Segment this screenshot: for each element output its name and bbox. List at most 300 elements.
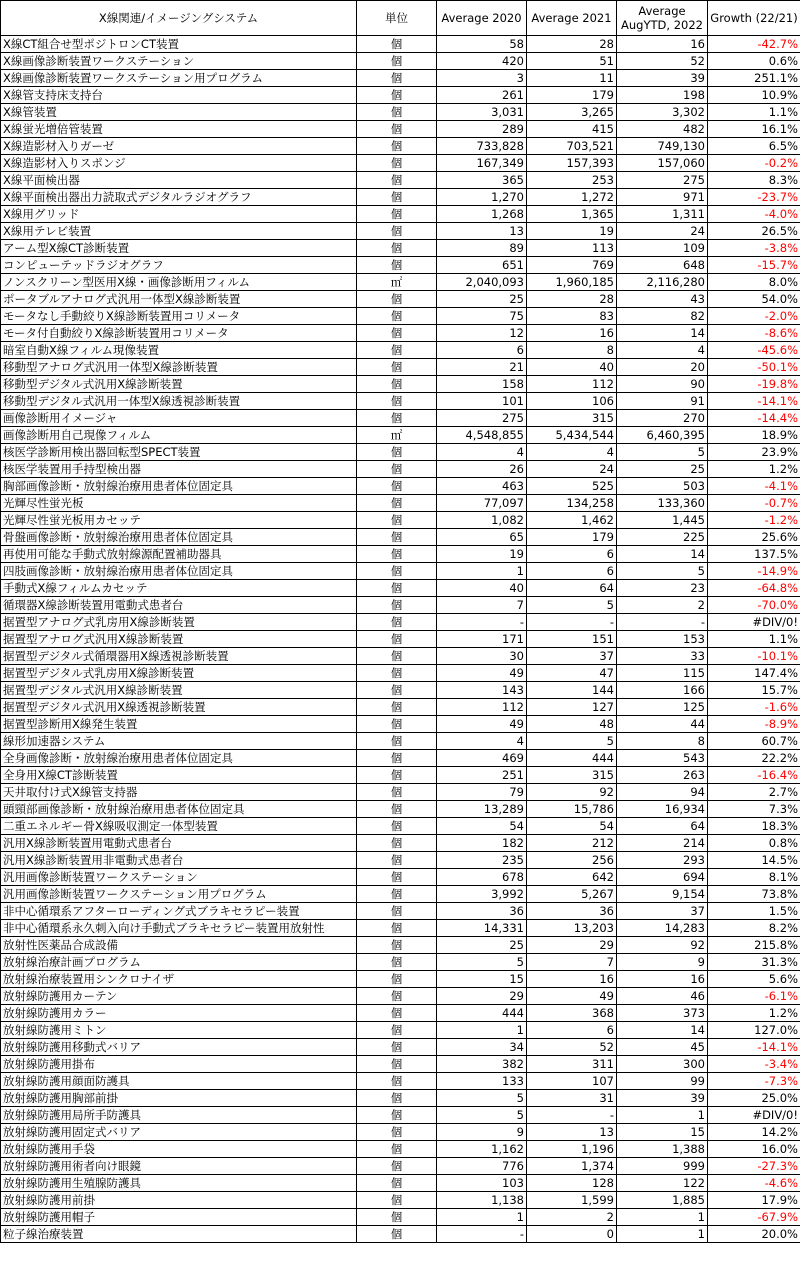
table-row: [1, 189, 800, 206]
cell-unit: 個: [357, 240, 437, 257]
cell-unit: 個: [357, 920, 437, 937]
cell-avg-2021: 315: [527, 410, 617, 427]
cell-name: 放射線防護用移動式バリア: [1, 1039, 357, 1056]
cell-avg-2022: 3,302: [617, 104, 708, 121]
cell-avg-2022: 166: [617, 682, 708, 699]
cell-avg-2020: 103: [437, 1175, 527, 1192]
table-body: [1, 36, 800, 1243]
cell-avg-2022: 94: [617, 784, 708, 801]
cell-growth: -14.4%: [708, 410, 800, 427]
cell-growth: -8.9%: [708, 716, 800, 733]
cell-avg-2020: 65: [437, 529, 527, 546]
cell-avg-2022: 373: [617, 1005, 708, 1022]
cell-unit: 個: [357, 801, 437, 818]
cell-unit: 個: [357, 189, 437, 206]
cell-unit: 個: [357, 495, 437, 512]
cell-avg-2021: 37: [527, 648, 617, 665]
cell-avg-2020: 1: [437, 1022, 527, 1039]
cell-name: 核医学装置用手持型検出器: [1, 461, 357, 478]
table-row: [1, 682, 800, 699]
cell-growth: 6.5%: [708, 138, 800, 155]
table-row: [1, 155, 800, 172]
cell-unit: 個: [357, 1073, 437, 1090]
cell-growth: 14.5%: [708, 852, 800, 869]
cell-name: ノンスクリーン型医用X線・画像診断用フィルム: [1, 274, 357, 291]
table-row: [1, 1192, 800, 1209]
cell-avg-2021: 47: [527, 665, 617, 682]
cell-unit: 個: [357, 597, 437, 614]
cell-avg-2020: 19: [437, 546, 527, 563]
cell-unit: 個: [357, 1124, 437, 1141]
cell-avg-2020: 143: [437, 682, 527, 699]
cell-growth: 20.0%: [708, 1226, 800, 1243]
header-avg-2022: Average AugYTD, 2022: [617, 1, 708, 36]
cell-unit: 個: [357, 478, 437, 495]
cell-growth: -42.7%: [708, 36, 800, 53]
table-row: [1, 1141, 800, 1158]
cell-avg-2021: 48: [527, 716, 617, 733]
cell-unit: 個: [357, 716, 437, 733]
cell-name: X線用テレビ装置: [1, 223, 357, 240]
cell-unit: 個: [357, 546, 437, 563]
table-row: [1, 988, 800, 1005]
table-row: [1, 104, 800, 121]
cell-unit: 個: [357, 971, 437, 988]
cell-avg-2020: 9: [437, 1124, 527, 1141]
table-row: [1, 784, 800, 801]
cell-growth: 60.7%: [708, 733, 800, 750]
table-row: [1, 359, 800, 376]
cell-avg-2020: 4: [437, 733, 527, 750]
cell-name: 光輝尽性蛍光板用カセッテ: [1, 512, 357, 529]
table-row: [1, 699, 800, 716]
cell-growth: 5.6%: [708, 971, 800, 988]
table-row: [1, 121, 800, 138]
cell-avg-2021: 92: [527, 784, 617, 801]
cell-name: 骨盤画像診断・放射線治療用患者体位固定具: [1, 529, 357, 546]
table-row: [1, 869, 800, 886]
cell-name: 据置型デジタル式乳房用X線診断装置: [1, 665, 357, 682]
cell-name: 移動型アナログ式汎用一体型X線診断装置: [1, 359, 357, 376]
cell-growth: -19.8%: [708, 376, 800, 393]
cell-name: 汎用画像診断装置ワークステーション: [1, 869, 357, 886]
cell-name: 放射線防護用胸部前掛: [1, 1090, 357, 1107]
cell-avg-2020: 733,828: [437, 138, 527, 155]
cell-unit: 個: [357, 138, 437, 155]
cell-growth: 8.1%: [708, 869, 800, 886]
cell-unit: 個: [357, 36, 437, 53]
cell-growth: 0.8%: [708, 835, 800, 852]
cell-unit: 個: [357, 172, 437, 189]
table-row: [1, 1175, 800, 1192]
cell-avg-2021: -: [527, 1107, 617, 1124]
cell-growth: 1.1%: [708, 631, 800, 648]
cell-name: 汎用画像診断装置ワークステーション用プログラム: [1, 886, 357, 903]
cell-name: X線平面検出器: [1, 172, 357, 189]
cell-avg-2022: 2: [617, 597, 708, 614]
cell-avg-2021: 525: [527, 478, 617, 495]
cell-avg-2021: 106: [527, 393, 617, 410]
table-row: [1, 257, 800, 274]
cell-avg-2021: 642: [527, 869, 617, 886]
cell-avg-2021: 24: [527, 461, 617, 478]
table-row: [1, 920, 800, 937]
cell-unit: 個: [357, 1056, 437, 1073]
cell-avg-2022: 198: [617, 87, 708, 104]
table-row: [1, 87, 800, 104]
cell-unit: 個: [357, 53, 437, 70]
cell-avg-2022: 157,060: [617, 155, 708, 172]
cell-avg-2020: 171: [437, 631, 527, 648]
cell-name: 光輝尽性蛍光板: [1, 495, 357, 512]
cell-avg-2021: 7: [527, 954, 617, 971]
cell-growth: 16.1%: [708, 121, 800, 138]
cell-growth: 16.0%: [708, 1141, 800, 1158]
cell-avg-2022: 1,311: [617, 206, 708, 223]
cell-avg-2022: 20: [617, 359, 708, 376]
cell-avg-2022: 64: [617, 818, 708, 835]
cell-avg-2021: 11: [527, 70, 617, 87]
table-row: [1, 1022, 800, 1039]
table-row: [1, 461, 800, 478]
cell-avg-2021: 6: [527, 1022, 617, 1039]
cell-unit: 個: [357, 903, 437, 920]
cell-name: 放射線防護用カラー: [1, 1005, 357, 1022]
cell-avg-2021: 16: [527, 325, 617, 342]
cell-growth: 127.0%: [708, 1022, 800, 1039]
cell-avg-2022: 14: [617, 1022, 708, 1039]
cell-growth: -50.1%: [708, 359, 800, 376]
cell-avg-2020: 251: [437, 767, 527, 784]
cell-avg-2020: 463: [437, 478, 527, 495]
table-row: [1, 325, 800, 342]
cell-avg-2020: 36: [437, 903, 527, 920]
table-row: [1, 495, 800, 512]
cell-name: 手動式X線フィルムカセッテ: [1, 580, 357, 597]
cell-unit: 個: [357, 104, 437, 121]
table-row: [1, 971, 800, 988]
cell-avg-2021: 83: [527, 308, 617, 325]
cell-growth: 8.3%: [708, 172, 800, 189]
table-row: [1, 563, 800, 580]
cell-avg-2020: 4: [437, 444, 527, 461]
cell-avg-2020: 15: [437, 971, 527, 988]
cell-growth: 25.6%: [708, 529, 800, 546]
cell-growth: 1.5%: [708, 903, 800, 920]
cell-avg-2020: 89: [437, 240, 527, 257]
table-row: [1, 1073, 800, 1090]
cell-growth: 26.5%: [708, 223, 800, 240]
cell-avg-2022: 133,360: [617, 495, 708, 512]
cell-growth: 251.1%: [708, 70, 800, 87]
cell-avg-2021: 415: [527, 121, 617, 138]
cell-avg-2022: 14,283: [617, 920, 708, 937]
table-row: [1, 818, 800, 835]
cell-avg-2020: 1: [437, 1209, 527, 1226]
table-row: [1, 665, 800, 682]
cell-avg-2020: 420: [437, 53, 527, 70]
cell-growth: 54.0%: [708, 291, 800, 308]
cell-avg-2021: 128: [527, 1175, 617, 1192]
cell-avg-2022: 6,460,395: [617, 427, 708, 444]
cell-growth: -27.3%: [708, 1158, 800, 1175]
cell-growth: 17.9%: [708, 1192, 800, 1209]
cell-avg-2022: 16: [617, 36, 708, 53]
cell-name: 放射性医薬品合成設備: [1, 937, 357, 954]
cell-name: 据置型デジタル式循環器用X線透視診断装置: [1, 648, 357, 665]
cell-avg-2022: 153: [617, 631, 708, 648]
cell-avg-2020: 49: [437, 716, 527, 733]
cell-unit: 個: [357, 291, 437, 308]
table-header: [1, 1, 800, 36]
cell-name: 四肢画像診断・放射線治療用患者体位固定具: [1, 563, 357, 580]
cell-avg-2020: 14,331: [437, 920, 527, 937]
cell-avg-2020: 25: [437, 291, 527, 308]
cell-avg-2021: 49: [527, 988, 617, 1005]
table-row: [1, 1090, 800, 1107]
cell-name: 放射線防護用ミトン: [1, 1022, 357, 1039]
cell-growth: 31.3%: [708, 954, 800, 971]
cell-avg-2020: 6: [437, 342, 527, 359]
cell-avg-2020: 1,138: [437, 1192, 527, 1209]
cell-avg-2020: 3,992: [437, 886, 527, 903]
cell-unit: 個: [357, 512, 437, 529]
cell-unit: 個: [357, 699, 437, 716]
cell-name: 胸部画像診断・放射線治療用患者体位固定具: [1, 478, 357, 495]
cell-avg-2021: 13,203: [527, 920, 617, 937]
cell-avg-2022: 9,154: [617, 886, 708, 903]
table-row: [1, 614, 800, 631]
table-row: [1, 529, 800, 546]
table-row: [1, 274, 800, 291]
table-row: [1, 631, 800, 648]
cell-avg-2021: 6: [527, 546, 617, 563]
cell-avg-2020: 5: [437, 1090, 527, 1107]
cell-avg-2020: 101: [437, 393, 527, 410]
header-unit: 単位: [357, 1, 437, 36]
cell-avg-2022: 37: [617, 903, 708, 920]
cell-name: 非中心循環系永久刺入向け手動式ブラキセラピー装置用放射性: [1, 920, 357, 937]
cell-avg-2020: 1,270: [437, 189, 527, 206]
table-row: [1, 393, 800, 410]
table-row: [1, 512, 800, 529]
cell-avg-2021: 134,258: [527, 495, 617, 512]
cell-avg-2022: 43: [617, 291, 708, 308]
cell-growth: -4.6%: [708, 1175, 800, 1192]
cell-growth: -3.8%: [708, 240, 800, 257]
cell-avg-2022: 1,388: [617, 1141, 708, 1158]
table-row: [1, 597, 800, 614]
cell-avg-2022: 482: [617, 121, 708, 138]
cell-growth: -67.9%: [708, 1209, 800, 1226]
cell-unit: 個: [357, 461, 437, 478]
cell-growth: -70.0%: [708, 597, 800, 614]
table-row: [1, 546, 800, 563]
cell-avg-2021: 157,393: [527, 155, 617, 172]
cell-name: 放射線防護用局所手防護具: [1, 1107, 357, 1124]
cell-name: 放射線防護用固定式バリア: [1, 1124, 357, 1141]
cell-avg-2021: 2: [527, 1209, 617, 1226]
cell-name: X線平面検出器出力読取式デジタルラジオグラフ: [1, 189, 357, 206]
cell-avg-2022: 225: [617, 529, 708, 546]
cell-unit: 個: [357, 767, 437, 784]
cell-avg-2022: 2,116,280: [617, 274, 708, 291]
cell-growth: -2.0%: [708, 308, 800, 325]
cell-avg-2020: 3,031: [437, 104, 527, 121]
cell-unit: 個: [357, 1090, 437, 1107]
cell-avg-2022: 52: [617, 53, 708, 70]
cell-name: 放射線防護用帽子: [1, 1209, 357, 1226]
table-row: [1, 852, 800, 869]
cell-growth: -15.7%: [708, 257, 800, 274]
cell-growth: #DIV/0!: [708, 1107, 800, 1124]
table-row: [1, 410, 800, 427]
cell-avg-2022: 971: [617, 189, 708, 206]
cell-name: 核医学診断用検出器回転型SPECT装置: [1, 444, 357, 461]
cell-avg-2020: 1: [437, 563, 527, 580]
cell-avg-2020: 1,162: [437, 1141, 527, 1158]
cell-name: 再使用可能な手動式放射線源配置補助器具: [1, 546, 357, 563]
cell-name: X線画像診断装置ワークステーション: [1, 53, 357, 70]
cell-avg-2021: 6: [527, 563, 617, 580]
cell-name: 据置型診断用X線発生装置: [1, 716, 357, 733]
table-row: [1, 427, 800, 444]
cell-growth: 7.3%: [708, 801, 800, 818]
cell-avg-2020: 26: [437, 461, 527, 478]
table-row: [1, 750, 800, 767]
cell-avg-2022: 16: [617, 971, 708, 988]
cell-avg-2021: 703,521: [527, 138, 617, 155]
cell-unit: 個: [357, 852, 437, 869]
cell-growth: -14.1%: [708, 393, 800, 410]
cell-avg-2022: 14: [617, 325, 708, 342]
cell-name: 画像診断用イメージャ: [1, 410, 357, 427]
cell-avg-2022: 293: [617, 852, 708, 869]
cell-avg-2022: 122: [617, 1175, 708, 1192]
table-row: [1, 767, 800, 784]
cell-growth: 137.5%: [708, 546, 800, 563]
cell-avg-2022: 46: [617, 988, 708, 1005]
cell-unit: 個: [357, 614, 437, 631]
cell-avg-2020: 34: [437, 1039, 527, 1056]
header-row: [1, 1, 800, 36]
cell-avg-2020: 133: [437, 1073, 527, 1090]
cell-avg-2020: 275: [437, 410, 527, 427]
cell-avg-2022: 92: [617, 937, 708, 954]
cell-unit: 個: [357, 665, 437, 682]
cell-growth: 15.7%: [708, 682, 800, 699]
cell-name: 据置型デジタル式汎用X線透視診断装置: [1, 699, 357, 716]
cell-growth: -14.9%: [708, 563, 800, 580]
cell-growth: 18.9%: [708, 427, 800, 444]
table-row: [1, 648, 800, 665]
cell-unit: 個: [357, 223, 437, 240]
cell-avg-2022: 33: [617, 648, 708, 665]
cell-growth: -1.2%: [708, 512, 800, 529]
cell-avg-2022: 4: [617, 342, 708, 359]
cell-name: モータ付自動絞りX線診断装置用コリメータ: [1, 325, 357, 342]
table-row: [1, 801, 800, 818]
cell-avg-2021: 1,196: [527, 1141, 617, 1158]
cell-growth: 25.0%: [708, 1090, 800, 1107]
cell-growth: 22.2%: [708, 750, 800, 767]
cell-unit: 個: [357, 818, 437, 835]
cell-name: 放射線防護用手袋: [1, 1141, 357, 1158]
cell-avg-2020: 167,349: [437, 155, 527, 172]
cell-unit: 個: [357, 121, 437, 138]
cell-growth: 2.7%: [708, 784, 800, 801]
cell-avg-2021: 19: [527, 223, 617, 240]
cell-unit: 個: [357, 988, 437, 1005]
cell-avg-2020: 678: [437, 869, 527, 886]
cell-avg-2022: 503: [617, 478, 708, 495]
cell-avg-2020: 444: [437, 1005, 527, 1022]
cell-growth: -6.1%: [708, 988, 800, 1005]
cell-growth: -16.4%: [708, 767, 800, 784]
cell-avg-2022: 99: [617, 1073, 708, 1090]
cell-name: X線画像診断装置ワークステーション用プログラム: [1, 70, 357, 87]
cell-avg-2021: 64: [527, 580, 617, 597]
cell-avg-2020: 382: [437, 1056, 527, 1073]
cell-unit: 個: [357, 1005, 437, 1022]
cell-unit: 個: [357, 1209, 437, 1226]
table-row: [1, 1124, 800, 1141]
cell-growth: -8.6%: [708, 325, 800, 342]
cell-unit: 個: [357, 563, 437, 580]
cell-avg-2020: 365: [437, 172, 527, 189]
cell-avg-2022: 45: [617, 1039, 708, 1056]
header-name: X線関連/イメージングシステム: [1, 1, 357, 36]
header-avg-2021: Average 2021: [527, 1, 617, 36]
cell-name: 放射線治療計画プログラム: [1, 954, 357, 971]
cell-name: 放射線防護用カーテン: [1, 988, 357, 1005]
cell-name: X線管支持床支持台: [1, 87, 357, 104]
cell-avg-2020: 40: [437, 580, 527, 597]
cell-name: 汎用X線診断装置用電動式患者台: [1, 835, 357, 852]
cell-avg-2021: 212: [527, 835, 617, 852]
table-row: [1, 1005, 800, 1022]
cell-name: 粒子線治療装置: [1, 1226, 357, 1243]
cell-avg-2021: 151: [527, 631, 617, 648]
cell-avg-2022: 694: [617, 869, 708, 886]
cell-avg-2021: 144: [527, 682, 617, 699]
header-avg-2020: Average 2020: [437, 1, 527, 36]
cell-avg-2021: 1,462: [527, 512, 617, 529]
cell-avg-2020: 5: [437, 954, 527, 971]
table-row: [1, 172, 800, 189]
cell-unit: 個: [357, 1141, 437, 1158]
cell-avg-2022: 1,445: [617, 512, 708, 529]
cell-unit: 個: [357, 1226, 437, 1243]
table-row: [1, 1226, 800, 1243]
cell-avg-2022: 1,885: [617, 1192, 708, 1209]
cell-name: 線形加速器システム: [1, 733, 357, 750]
cell-avg-2022: 44: [617, 716, 708, 733]
cell-avg-2021: 1,272: [527, 189, 617, 206]
table-row: [1, 1039, 800, 1056]
cell-unit: 個: [357, 869, 437, 886]
cell-growth: -4.1%: [708, 478, 800, 495]
cell-unit: 個: [357, 835, 437, 852]
table-row: [1, 1158, 800, 1175]
cell-avg-2021: 368: [527, 1005, 617, 1022]
cell-unit: 個: [357, 70, 437, 87]
cell-avg-2022: 82: [617, 308, 708, 325]
cell-avg-2021: 16: [527, 971, 617, 988]
cell-unit: 個: [357, 155, 437, 172]
cell-avg-2021: 1,374: [527, 1158, 617, 1175]
cell-growth: -64.8%: [708, 580, 800, 597]
